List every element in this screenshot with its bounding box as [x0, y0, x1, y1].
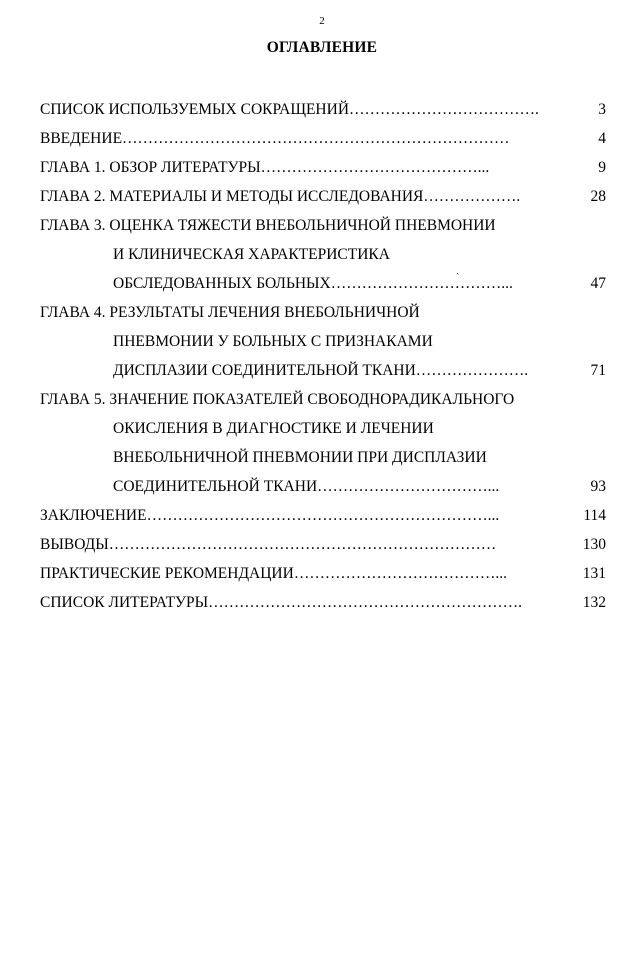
toc-entry-line [40, 530, 606, 559]
toc-entry [40, 182, 606, 211]
toc-entry-title: ОБСЛЕДОВАННЫХ БОЛЬНЫХ [113, 275, 331, 292]
toc-entry-title: ГЛАВА 5. ЗНАЧЕНИЕ ПОКАЗАТЕЛЕЙ СВОБОДНОРАДИКАЛЬНОГО [40, 391, 515, 408]
toc-leader-dots: …………………. [415, 362, 529, 379]
toc-entry-line [40, 559, 606, 588]
toc-entry-line [40, 240, 606, 275]
toc-entry [40, 588, 606, 617]
toc-entry [40, 211, 606, 298]
toc-entry [40, 501, 606, 530]
toc-entry-line [40, 356, 606, 385]
toc-leader-dots: ………………. [423, 188, 521, 205]
toc-entry-title: ОКИСЛЕНИЯ В ДИАГНОСТИКЕ И ЛЕЧЕНИИ [113, 420, 434, 437]
toc-entry-line [40, 443, 606, 472]
toc-page-number: 71 [590, 362, 606, 379]
toc-entry [40, 385, 606, 501]
toc-entry-line [40, 153, 606, 182]
page-title: ОГЛАВЛЕНИЕ [266, 39, 378, 56]
toc-entry-line [40, 124, 606, 153]
toc-page-number: 114 [583, 507, 606, 524]
toc-entry [40, 153, 606, 182]
toc-entry-title: ГЛАВА 3. ОЦЕНКА ТЯЖЕСТИ ВНЕБОЛЬНИЧНОЙ ПНЕВМОНИИ [40, 217, 496, 234]
toc-entry-title: СОЕДИНИТЕЛЬНОЙ ТКАНИ [113, 478, 318, 495]
toc-page-number: 28 [590, 188, 606, 205]
toc-leader-dots: ……………………………………... [260, 159, 490, 176]
toc-entry [40, 559, 606, 588]
toc-leader-dots: …………………………………………………………... [146, 507, 500, 524]
toc-entry-title: СПИСОК ЛИТЕРАТУРЫ [40, 594, 209, 611]
toc-entry-title: ВНЕБОЛЬНИЧНОЙ ПНЕВМОНИИ ПРИ ДИСПЛАЗИИ [113, 449, 487, 466]
toc-page-number: 130 [582, 536, 606, 553]
toc-leader-dots: ………………………………. [349, 101, 539, 118]
toc-page-number: 9 [598, 159, 606, 176]
toc-entry-line [40, 472, 606, 501]
toc-leader-dots: …………………………………... [293, 565, 507, 582]
toc-page-number: 3 [598, 101, 606, 118]
toc-entry-title: ПРАКТИЧЕСКИЕ РЕКОМЕНДАЦИИ [40, 565, 294, 582]
page-number: 2 [319, 15, 325, 27]
toc-entry-title: СПИСОК ИСПОЛЬЗУЕМЫХ СОКРАЩЕНИЙ [40, 101, 350, 118]
toc-entry [40, 530, 606, 559]
toc-entry [40, 298, 606, 385]
toc-page-number: 4 [598, 130, 606, 147]
toc-entry-title: ГЛАВА 2. МАТЕРИАЛЫ И МЕТОДЫ ИССЛЕДОВАНИЯ [40, 188, 424, 205]
toc-leader-dots: ………………………………………………………………… [122, 130, 510, 147]
toc-entry-title: ПНЕВМОНИИ У БОЛЬНЫХ С ПРИЗНАКАМИ [113, 333, 433, 350]
toc-entry-line [40, 211, 606, 240]
toc-page-number: 47 [590, 275, 606, 292]
toc-leader-dots: ……………………………... [330, 275, 513, 292]
scan-mark: ˏ [456, 264, 460, 275]
toc-leader-dots: ………………………………………………………………… [108, 536, 497, 553]
toc-leader-dots: ……………………………………………………. [208, 594, 523, 611]
toc-page-number: 93 [590, 478, 606, 495]
toc-entry-title: ГЛАВА 4. РЕЗУЛЬТАТЫ ЛЕЧЕНИЯ ВНЕБОЛЬНИЧНОЙ [40, 304, 420, 321]
toc-entry-line [40, 414, 606, 443]
toc-entry-title: ВВЕДЕНИЕ [40, 130, 123, 147]
toc-entry-title: ГЛАВА 1. ОБЗОР ЛИТЕРАТУРЫ [40, 159, 261, 176]
toc-entry-line [40, 182, 606, 211]
toc-leader-dots: ……………………………... [317, 478, 500, 495]
toc-entry-line [40, 298, 606, 327]
toc-entry-title: И КЛИНИЧЕСКАЯ ХАРАКТЕРИСТИКА [113, 246, 390, 263]
toc-entry-line [40, 95, 606, 124]
toc-entry-line [40, 588, 606, 617]
table-of-contents [40, 95, 606, 617]
toc-entry-line [40, 501, 606, 530]
toc-page-number: 132 [582, 594, 606, 611]
toc-entry-line [40, 327, 606, 356]
toc-entry-line [40, 264, 606, 298]
toc-entry [40, 95, 606, 124]
toc-entry-line [40, 385, 606, 414]
toc-entry-title: ДИСПЛАЗИИ СОЕДИНИТЕЛЬНОЙ ТКАНИ [113, 362, 416, 379]
toc-entry [40, 124, 606, 153]
toc-entry-title: ВЫВОДЫ [40, 536, 109, 553]
toc-entry-title: ЗАКЛЮЧЕНИЕ [40, 507, 147, 524]
toc-page-number: 131 [582, 565, 606, 582]
